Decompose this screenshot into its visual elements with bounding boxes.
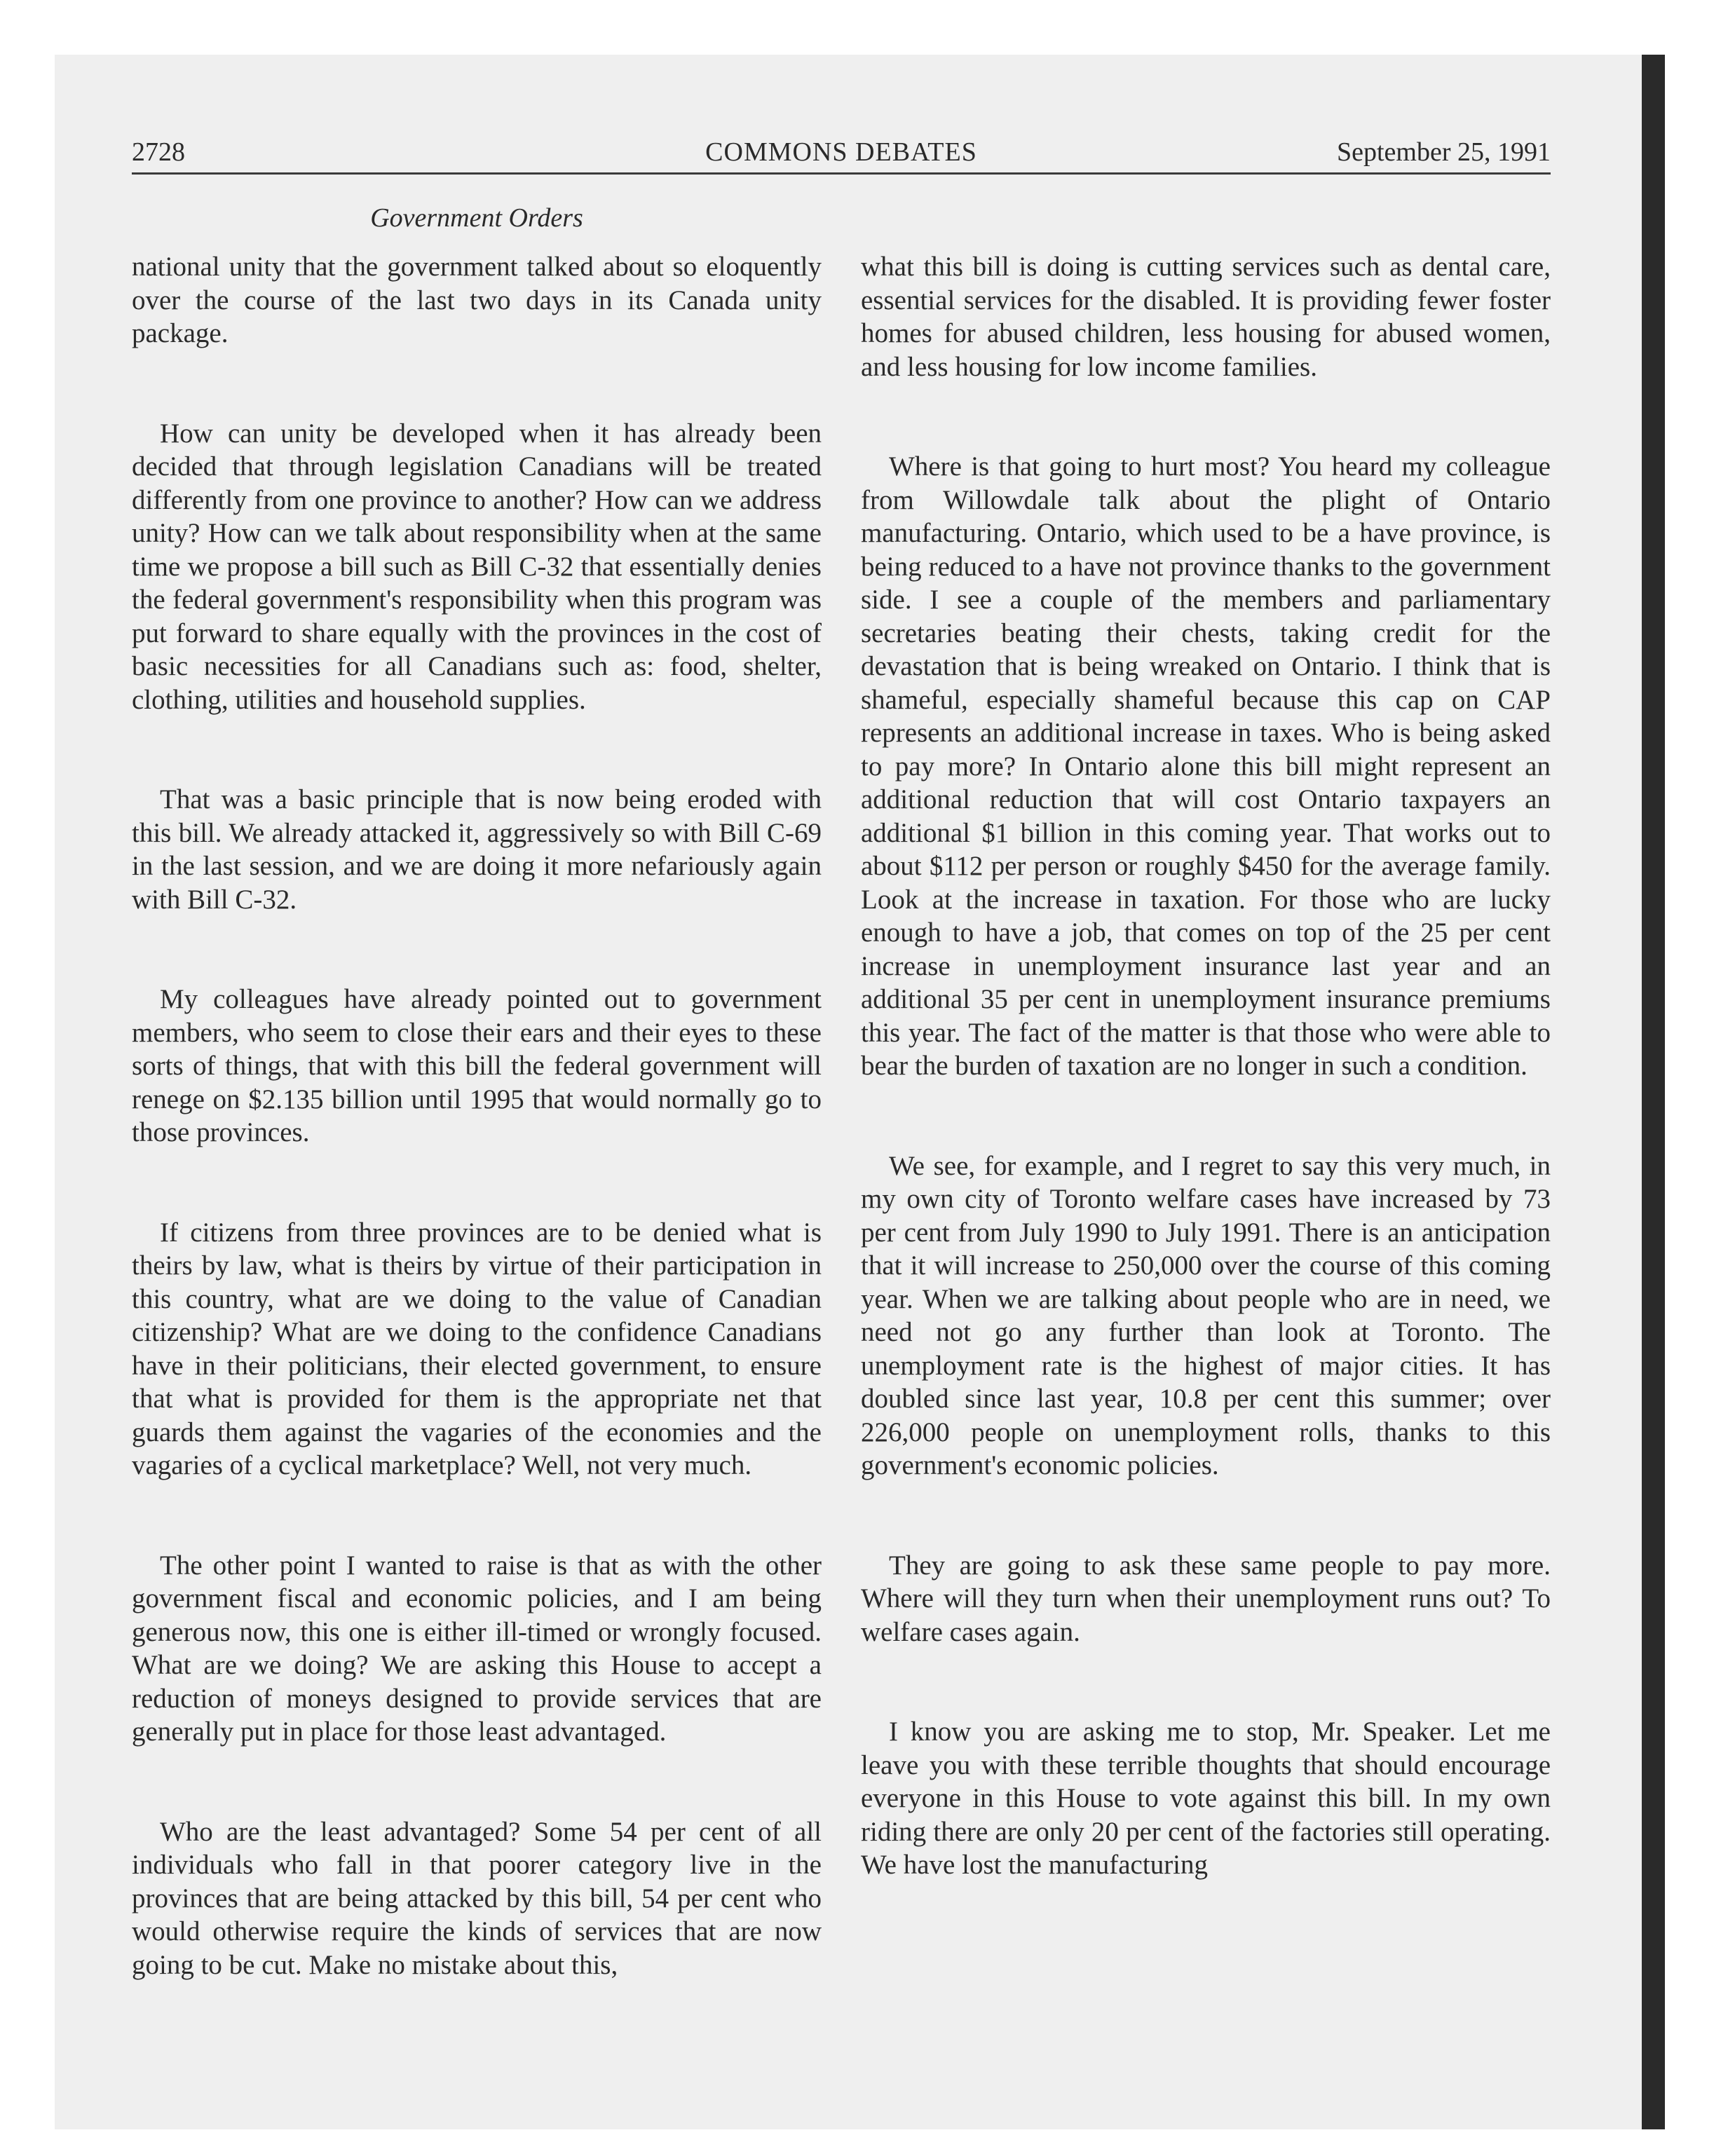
left-column xyxy=(132,250,822,1981)
paragraph: We see, for example, and I regret to say this very much, in my own city of Toronto welfare cases have increased by 73 per cent from July 1990 to July 1991. There is an anticipation that it will increase to 250,000 over the course of this coming year. When we are talking about people who are in need, we need not go any further than look at Toronto. The unemployment rate is the highest of major cities. It has doubled since last year, 10.8 per cent this summer; over 226,000 people on unemployment rolls, thanks to this government's economic policies. xyxy=(861,1150,1551,1480)
paragraph: I know you are asking me to stop, Mr. Speaker. Let me leave you with these terrible thoughts that should encourage everyone in this House to vote against this bill. In my own riding there are only 20 per cent of the factories still operating. We have lost the manufacturing xyxy=(861,1717,1551,1880)
paragraph: If citizens from three provinces are to be denied what is theirs by law, what is theirs by virtue of their participation in this country, what are we doing to the value of Canadian citizenship? What are we doing to the confidence Canadians have in their politicians, their elected government, to ensure that what is provided for them is the appropriate net that guards them against the vagaries of the economies and the vagaries of a cyclical marketplace? Well, not very much. xyxy=(132,1217,822,1480)
paragraph: They are going to ask these same people to pay more. Where will they turn when their unemployment runs out? To welfare cases again. xyxy=(861,1550,1551,1647)
paragraph: That was a basic principle that is now being eroded with this bill. We already attacked it, aggressively so with Bill C-69 in the last session, and we are doing it more nefariously again with Bill C-32. xyxy=(132,784,822,915)
publication-title: COMMONS DEBATES xyxy=(705,137,977,167)
paragraph: How can unity be developed when it has already been decided that through legislation Canadians will be treated differently from one province to another? How can we address unity? How can we talk about responsibility when at the same time we propose a bill such as Bill C-32 that essentially denies the federal government's responsibility when this program was put forward to share equally with the provinces in the cost of basic necessities for all Canadians such as: food, shelter, clothing, utilities and household supplies. xyxy=(132,418,822,715)
page-header xyxy=(132,132,1551,172)
publication-date: September 25, 1991 xyxy=(1336,137,1551,167)
paragraph: Where is that going to hurt most? You heard my colleague from Willowdale talk about the plight of Ontario manufacturing. Ontario, which used to be a have province, is being reduced to a have not province thanks to the government side. I see a couple of the members and parliamentary secretaries beating their chests, taking credit for the devastation that is being wreaked on Ontario. I think that is shameful, especially shameful because this cap on CAP represents an additional increase in taxes. Who is being asked to pay more? In Ontario alone this bill might represent an additional reduction that will cost Ontario taxpayers an additional $1 billion in this coming year. That works out to about $112 per person or roughly $450 for the average family. Look at the increase in taxation. For those who are lucky enough to have a job, that comes on top of the 25 per cent increase in unemployment insurance last year and an additional 35 per cent in unemployment insurance premiums this year. The fact of the matter is that those who were able to bear the burden of taxation are no longer in such a condition. xyxy=(861,451,1551,1081)
header-rule xyxy=(132,172,1551,175)
paragraph: The other point I wanted to raise is that as with the other government fiscal and economic policies, and I am being generous now, this one is either ill-timed or wrongly focused. What are we doing? We are asking this House to accept a reduction of moneys designed to provide services that are generally put in place for those least advantaged. xyxy=(132,1550,822,1747)
scan-edge-bar xyxy=(1642,55,1665,2129)
right-column xyxy=(861,250,1551,1882)
paragraph: what this bill is doing is cutting services such as dental care, essential services for the disabled. It is providing fewer foster homes for abused children, less housing for abused women, and less housing for low income families. xyxy=(861,252,1551,382)
section-title: Government Orders xyxy=(370,203,583,233)
paragraph: My colleagues have already pointed out to government members, who seem to close their ears and their eyes to these sorts of things, that with this bill the federal government will renege on $2.135 billion until 1995 that would normally go to those provinces. xyxy=(132,984,822,1147)
paragraph: Who are the least advantaged? Some 54 per cent of all individuals who fall in that poorer category live in the provinces that are being attacked by this bill, 54 per cent who would otherwise require the kinds of services that are now going to be cut. Make no mistake about this, xyxy=(132,1816,822,1980)
paragraph: national unity that the government talked about so eloquently over the course of the last two days in its Canada unity package. xyxy=(132,252,822,348)
page-number: 2728 xyxy=(132,137,185,167)
